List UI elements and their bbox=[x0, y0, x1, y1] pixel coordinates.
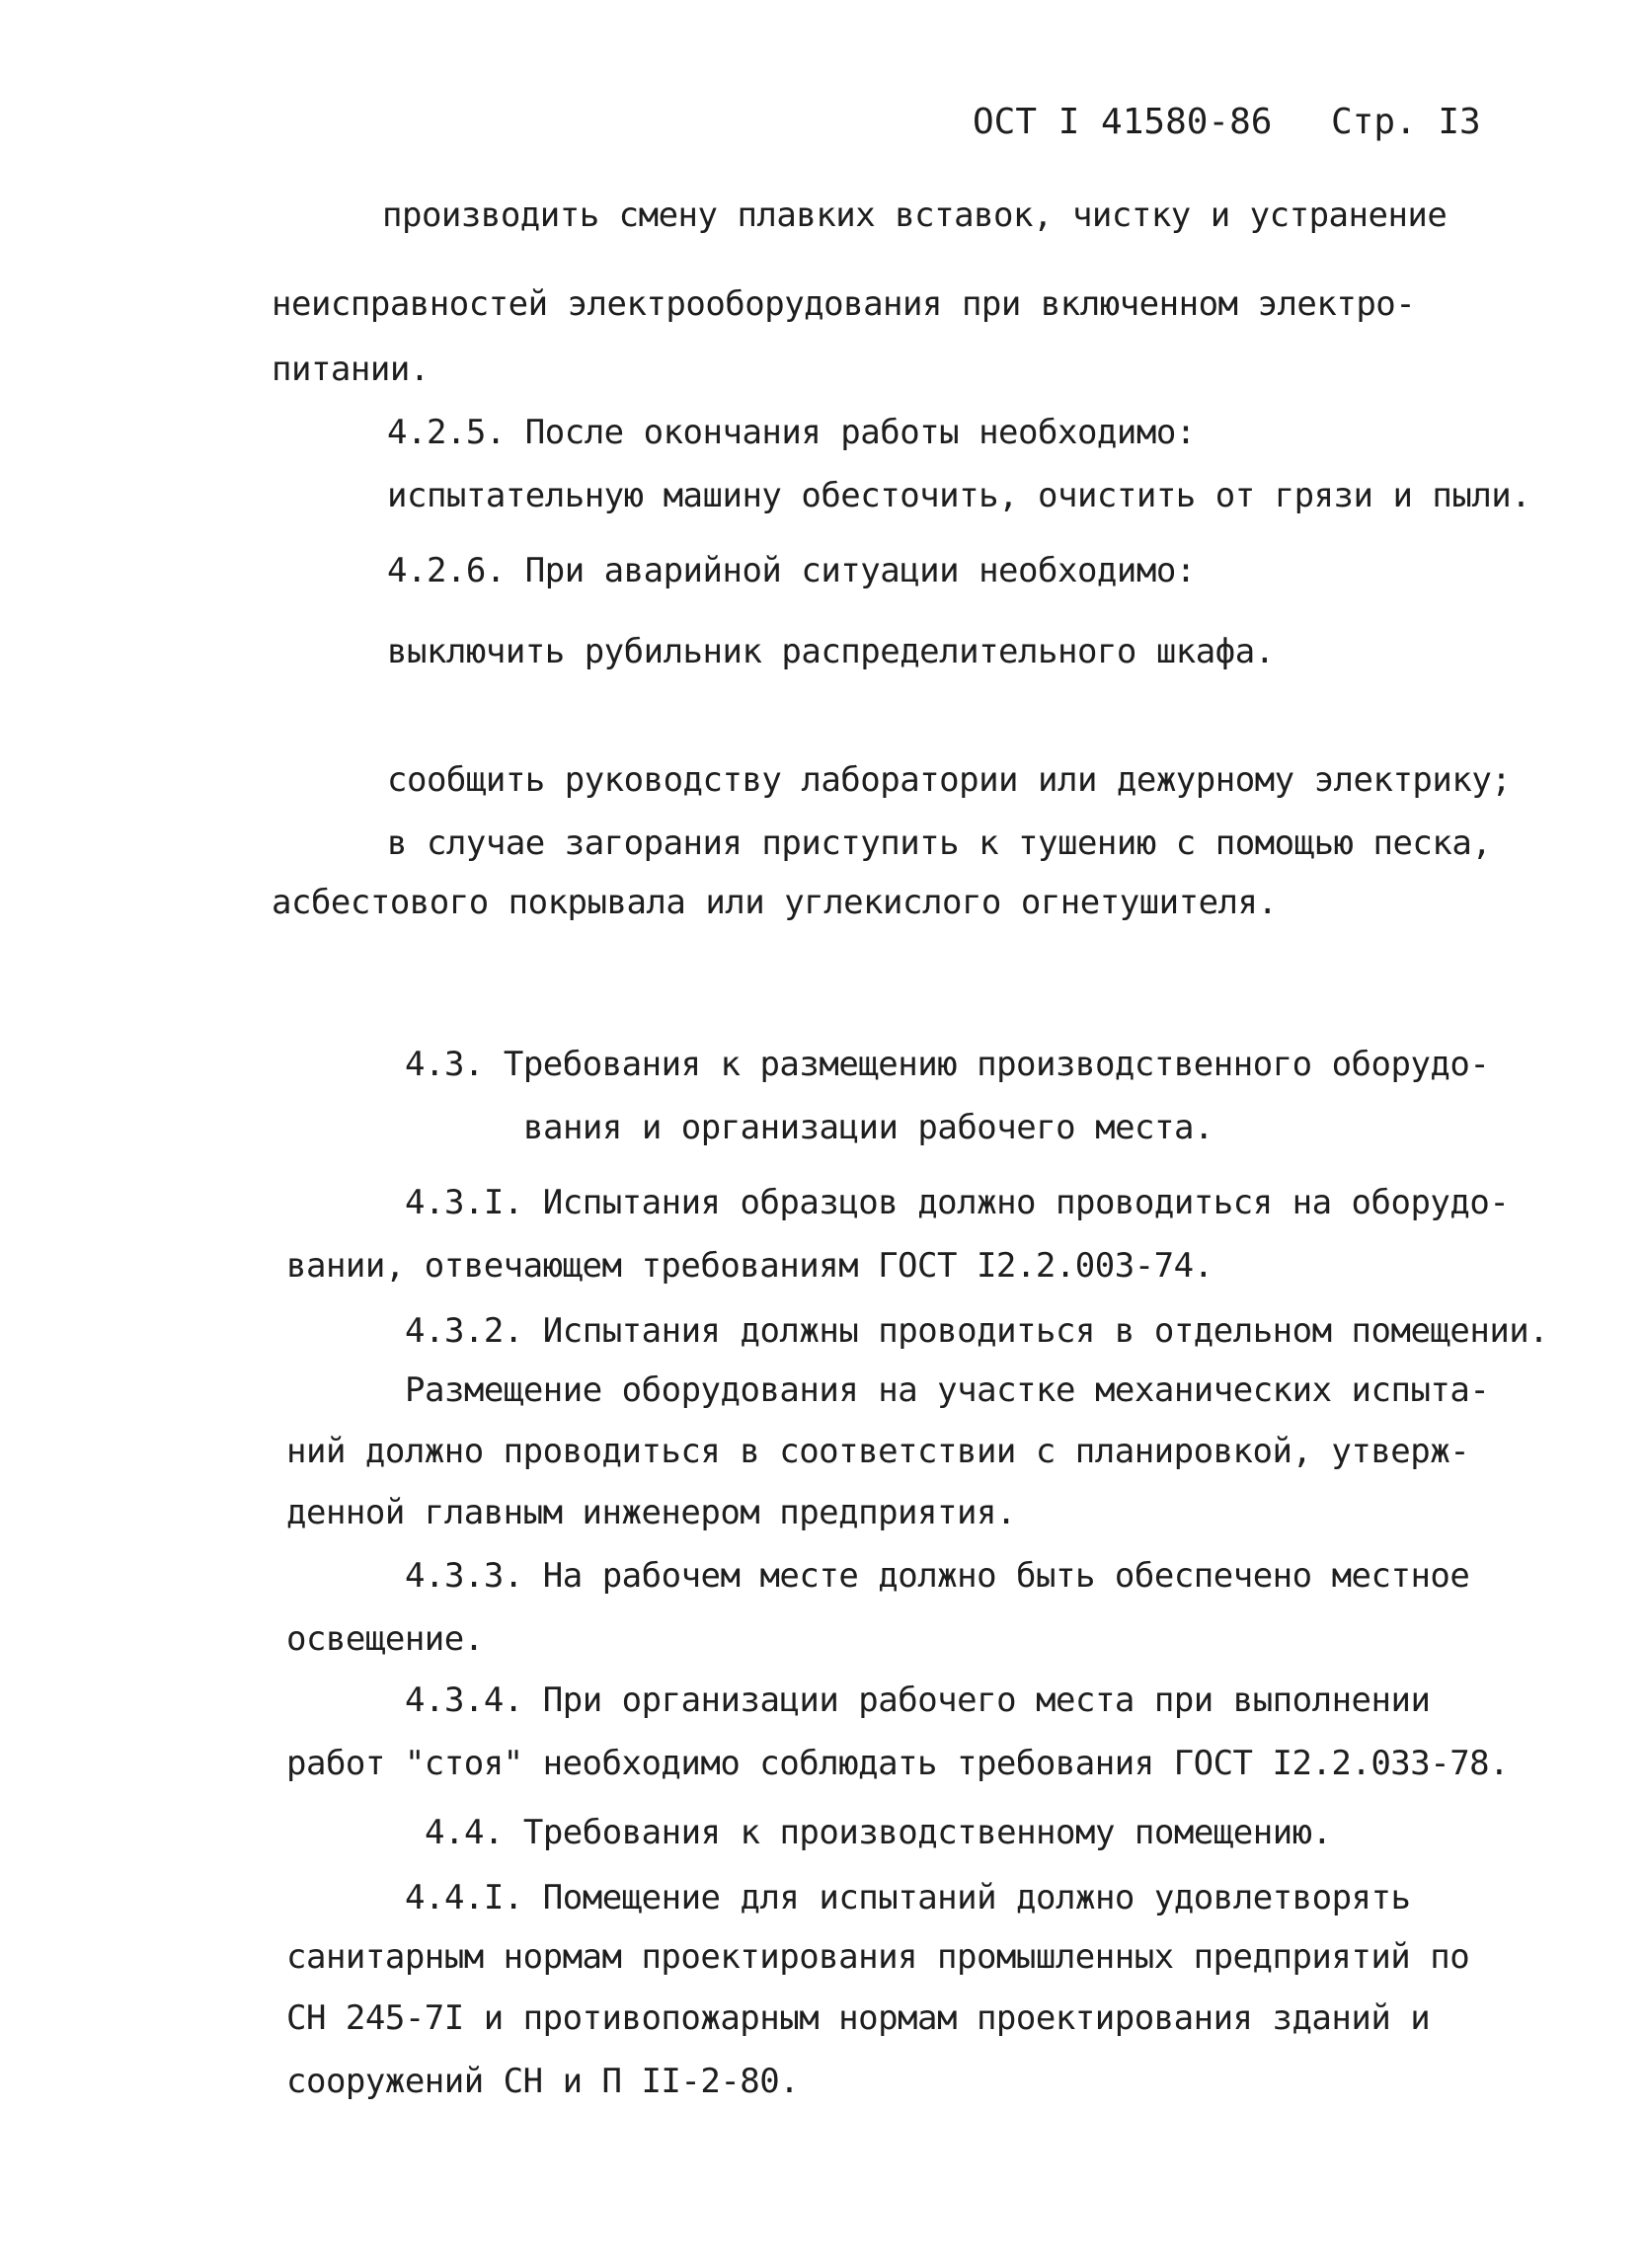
text-line: асбестового покрывала или углекислого огнетушителя. bbox=[272, 883, 1278, 922]
section-heading: вания и организации рабочего места. bbox=[523, 1108, 1213, 1147]
text-line: 4.2.6. При аварийной ситуации необходимо: bbox=[387, 551, 1196, 590]
text-line: вании, отвечающем требованиям ГОСТ I2.2.003-74. bbox=[286, 1246, 1213, 1286]
text-line: ний должно проводиться в соответствии с планировкой, утверж- bbox=[286, 1432, 1470, 1471]
text-line: 4.3.I. Испытания образцов должно проводиться на оборудо- bbox=[405, 1183, 1510, 1222]
document-code: ОСТ I 41580-86 bbox=[973, 102, 1273, 142]
text-line: Размещение оборудования на участке механических испыта- bbox=[405, 1370, 1490, 1410]
text-line: питании. bbox=[272, 350, 430, 389]
text-line: производить смену плавких вставок, чистку и устранение bbox=[382, 196, 1448, 235]
text-line: в случае загорания приступить к тушению с помощью песка, bbox=[387, 823, 1492, 863]
text-line: испытательную машину обесточить, очистить от грязи и пыли. bbox=[387, 476, 1531, 515]
text-line: освещение. bbox=[286, 1619, 484, 1659]
section-heading: 4.4. Требования к производственному помещению. bbox=[425, 1813, 1332, 1852]
text-line: выключить рубильник распределительного шкафа. bbox=[387, 632, 1275, 671]
text-line: 4.4.I. Помещение для испытаний должно удовлетворять bbox=[405, 1878, 1411, 1917]
text-line: неисправностей электрооборудования при включенном электро- bbox=[272, 284, 1416, 324]
text-line: сообщить руководству лаборатории или дежурному электрику; bbox=[387, 760, 1512, 800]
page-number: Стр. I3 bbox=[1331, 102, 1481, 142]
text-line: работ "стоя" необходимо соблюдать требования ГОСТ I2.2.033-78. bbox=[286, 1744, 1510, 1783]
text-line: 4.3.4. При организации рабочего места при выполнении bbox=[405, 1681, 1431, 1720]
text-line: санитарным нормам проектирования промышленных предприятий по bbox=[286, 1937, 1470, 1977]
text-line: 4.2.5. После окончания работы необходимо: bbox=[387, 413, 1196, 452]
text-line: 4.3.2. Испытания должны проводиться в отдельном помещении. bbox=[405, 1311, 1549, 1351]
text-line: СН 245-7I и противопожарным нормам проектирования зданий и bbox=[286, 1998, 1431, 2038]
text-line: 4.3.3. На рабочем месте должно быть обеспечено местное bbox=[405, 1556, 1470, 1596]
text-line: денной главным инженером предприятия. bbox=[286, 1493, 1016, 1532]
text-line: сооружений СН и П II-2-80. bbox=[286, 2062, 800, 2101]
section-heading: 4.3. Требования к размещению производственного оборудо- bbox=[405, 1045, 1490, 1084]
